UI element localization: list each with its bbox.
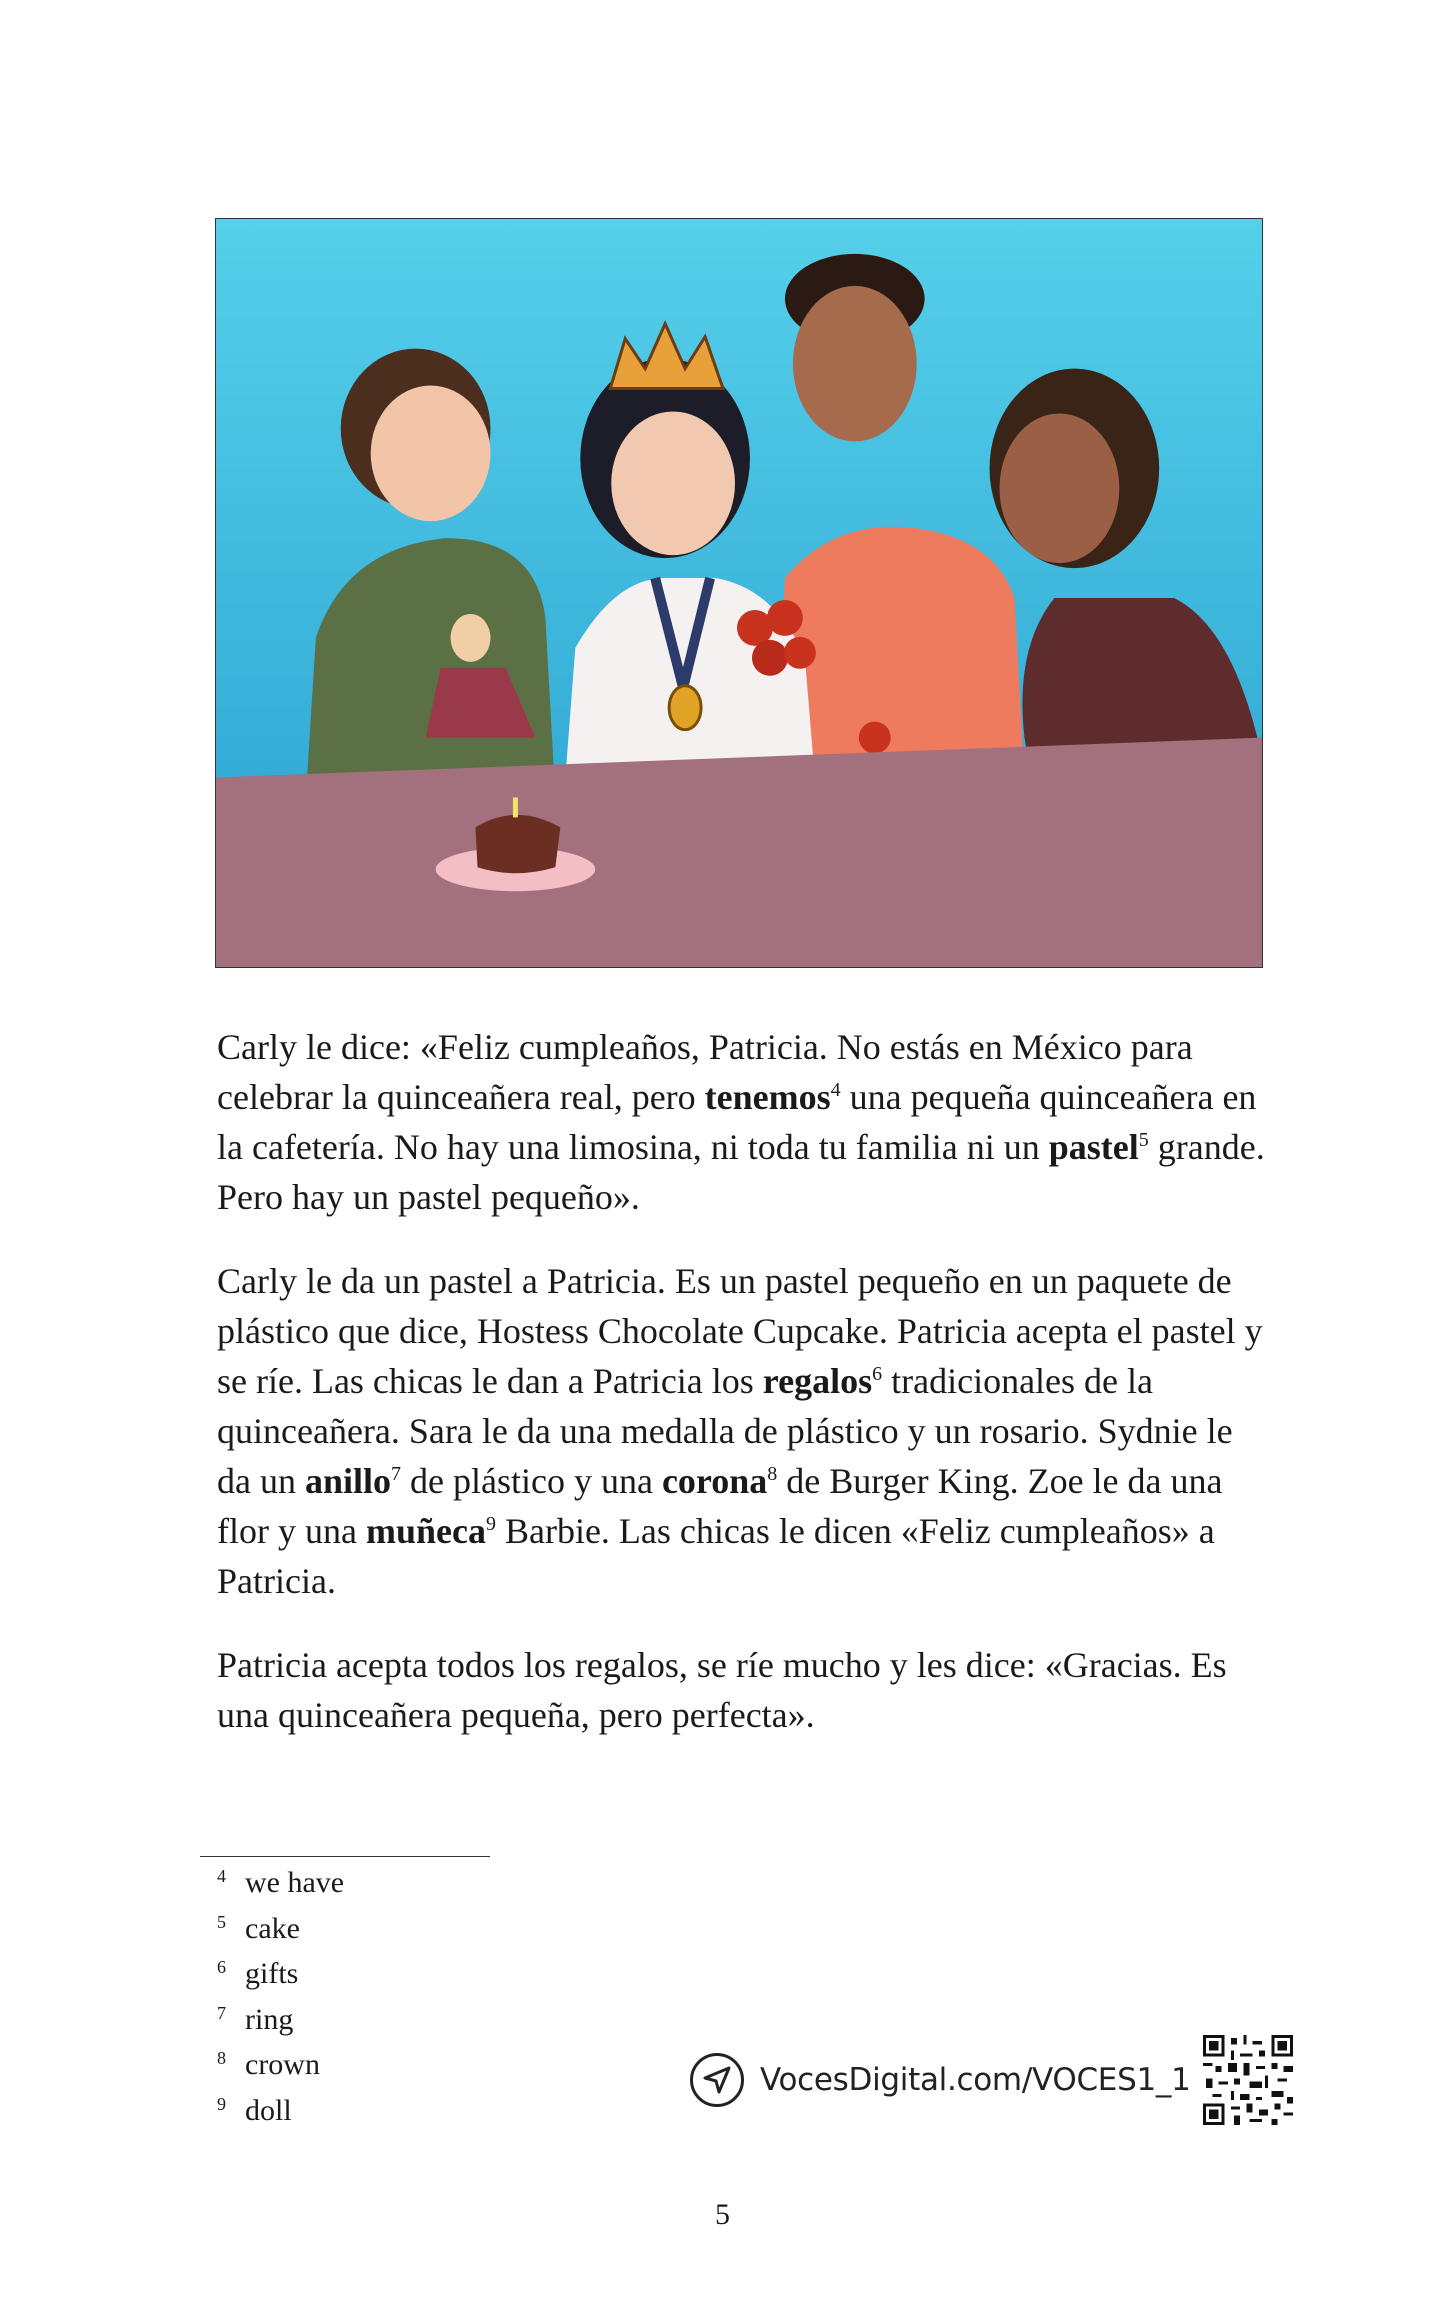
text-span: de plástico y una [401, 1461, 662, 1501]
footnote-text: cake [245, 1911, 300, 1945]
text-span: grande. Pero hay un pastel pequeño». [217, 1127, 1265, 1217]
party-scene-image [216, 219, 1262, 967]
footnote-text: crown [245, 2048, 320, 2081]
text-span: de Burger King. Zoe le da una flor y una [217, 1461, 1223, 1551]
text-span: Carly le da un pastel a Patricia. Es un pastel pequeño en un paquete de plástico que dice, Hostess Chocolate Cupcake. Patricia acepta el pastel y se ríe. Las chicas le dan a Patricia los [217, 1261, 1263, 1401]
footnote-ref: 6 [872, 1363, 883, 1385]
footnote-ref: 4 [830, 1079, 841, 1101]
footnote-number: 5 [217, 1911, 226, 1932]
footnote-number: 4 [217, 1866, 226, 1886]
vocab-word: muñeca [365, 1511, 486, 1551]
vocab-word: regalos [762, 1361, 873, 1401]
footnote-ref: 9 [485, 1513, 496, 1535]
paragraph-1 [217, 1022, 1267, 1222]
footnote-text: we have [245, 1866, 345, 1899]
footnote-number: 6 [217, 1957, 226, 1977]
footnote-ref: 7 [391, 1463, 402, 1485]
footnote-number: 7 [217, 2002, 226, 2023]
story-text [217, 1022, 1267, 1774]
navigation-arrow-icon [690, 2053, 744, 2107]
paragraph-3: Patricia acepta todos los regalos, se ríe mucho y les dice: «Gracias. Es una quinceañera pequeña, pero perfecta». [217, 1645, 1227, 1735]
link-url[interactable]: VocesDigital.com/VOCES1_1 [760, 2062, 1191, 2098]
footnote-item [217, 2090, 344, 2136]
vocab-word: pastel [1048, 1127, 1139, 1167]
footnote-divider [200, 1856, 490, 1857]
footnote-ref: 8 [767, 1463, 778, 1485]
footnote-text: doll [245, 2093, 292, 2127]
footnote-number: 9 [217, 2093, 226, 2114]
page-number: 5 [715, 2198, 730, 2231]
text-span: Carly le dice: «Feliz cumpleaños, Patricia. No estás en México para celebrar la quinceañera real, pero [217, 1027, 1193, 1117]
text-span: Barbie. Las chicas le dicen «Feliz cumpleaños» a Patricia. [217, 1511, 1215, 1601]
footnotes [217, 1862, 344, 2135]
qr-code-icon[interactable] [1203, 2035, 1293, 2125]
text-span: tradicionales de la quinceañera. Sara le da una medalla de plástico y un rosario. Sydnie le da un [217, 1361, 1233, 1501]
footnote-text: gifts [245, 1957, 299, 1990]
digital-link[interactable] [690, 2035, 1293, 2125]
illustration [215, 218, 1263, 968]
footnote-text: ring [245, 2002, 294, 2036]
vocab-word: corona [661, 1461, 768, 1501]
footnote-ref: 5 [1138, 1129, 1149, 1151]
text-span: una pequeña quinceañera en la cafetería. No hay una limosina, ni toda tu familia ni un [217, 1077, 1257, 1167]
footnote-number: 8 [217, 2048, 226, 2068]
paragraph-2 [217, 1256, 1267, 1606]
vocab-word: tenemos [704, 1077, 831, 1117]
vocab-word: anillo [304, 1461, 392, 1501]
